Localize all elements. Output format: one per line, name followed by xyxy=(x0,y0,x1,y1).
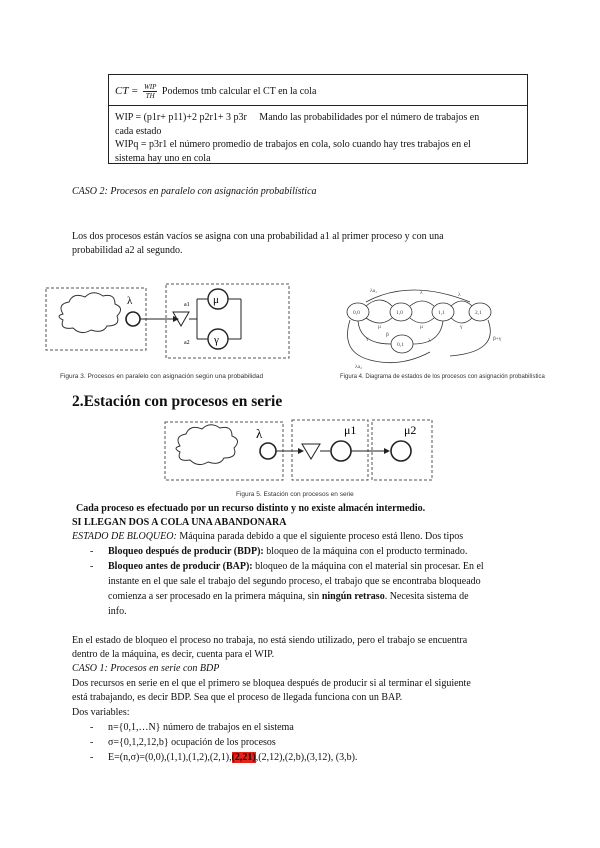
fig5-station2-box xyxy=(372,420,432,480)
variable-sigma: σ={0,1,2,12,b} ocupación de los procesos xyxy=(108,737,276,748)
figure-3-caption: Figura 3. Procesos en paralelo con asignación según una probabilidad xyxy=(60,373,264,380)
bloqueo-line xyxy=(72,530,463,544)
wip-over-th xyxy=(143,83,157,100)
frac-numerator: WIP xyxy=(143,83,157,91)
bloqueo-paragraph-1: En el estado de bloqueo el proceso no trabaja, no está siendo utilizado, pero el trabajo se encuentra xyxy=(72,635,468,646)
fig4-arc-9 xyxy=(348,320,431,363)
fig5-cloud-icon xyxy=(176,425,238,465)
variable-e-part-1: E=(n,σ)=(0,0),(1,1),(1,2),(2,1), xyxy=(108,752,232,763)
caso2-title: CASO 2: Procesos en paralelo con asignación probabilística xyxy=(72,186,317,197)
fig3-gamma: γ xyxy=(214,334,219,346)
fig3-cloud-icon xyxy=(59,293,121,333)
fig3-a2: a2 xyxy=(184,340,190,346)
caso1-title: CASO 1: Procesos en serie con BDP xyxy=(72,663,220,674)
ct-symbol: CT = xyxy=(115,84,139,97)
fig5-source-circle xyxy=(260,443,276,459)
wip-line: WIP = (p1r+ p11)+2 p2r1+ 3 p3r Mando las probabilidades por el número de trabajos en xyxy=(115,112,480,123)
bdp-item xyxy=(108,545,467,559)
figure-4-diagram xyxy=(330,282,570,370)
figure-5-diagram xyxy=(164,416,436,484)
ct-formula xyxy=(115,83,316,100)
fig5-queue-triangle xyxy=(302,444,320,459)
fig5-station1-box xyxy=(292,420,368,480)
variables-heading: Dos variables: xyxy=(72,707,130,718)
bap-line-2: instante en el que sale el trabajo del segundo proceso, el trabajo que se encontraba bloqueado xyxy=(108,576,481,587)
bap-line-3a: comienza a ser procesado en la primera máquina, sin xyxy=(108,591,322,602)
fig5-mu2: μ2 xyxy=(404,423,417,437)
fig4-arc-2 xyxy=(410,301,434,306)
fig4-label: λ xyxy=(458,292,461,298)
bap-line-4: info. xyxy=(108,606,127,617)
fig3-mu: μ xyxy=(213,294,219,306)
caso1-paragraph-1: Dos recursos en serie en el que el primero se bloquea después de producir si al terminar el siguiente xyxy=(72,678,471,689)
bullet-dash: - xyxy=(90,561,94,572)
bap-bold: Bloqueo antes de producir (BAP): xyxy=(108,561,253,572)
fig4-label: 0,1 xyxy=(397,342,404,348)
figure-4-caption: Figura 4. Diagrama de estados de los procesos con asignación probabilística xyxy=(340,374,545,380)
fig4-label: β xyxy=(386,332,389,338)
fig4-label: λ xyxy=(428,338,431,344)
fig4-label: γ xyxy=(366,336,369,342)
variable-e xyxy=(108,751,357,765)
bdp-text: bloqueo de la máquina con el producto terminado. xyxy=(263,546,468,557)
caso2-paragraph-1: Los dos procesos están vacíos se asigna con una probabilidad a1 al primer proceso y con una xyxy=(72,231,444,242)
fig4-arc-5 xyxy=(410,318,434,323)
fig5-mu2-server xyxy=(391,441,411,461)
bloqueo-label: ESTADO DE BLOQUEO: xyxy=(72,531,177,542)
fig5-lambda: λ xyxy=(256,426,263,441)
fig4-label: β+γ xyxy=(493,336,502,342)
fig5-source-box xyxy=(165,422,283,480)
frac-denominator: TH xyxy=(145,92,155,100)
bullet-dash: - xyxy=(90,546,94,557)
fig4-label: μ xyxy=(420,324,423,330)
bloqueo-paragraph-2: dentro de la máquina, es decir, cuenta para el WIP. xyxy=(72,649,275,660)
formula-box-row1 xyxy=(109,75,527,106)
variable-e-part-2: ,(2,12),(2,b),(3,12), (3,b). xyxy=(255,752,358,763)
bdp-bold: Bloqueo después de producir (BDP): xyxy=(108,546,264,557)
ct-text: Podemos tmb calcular el CT en la cola xyxy=(161,85,317,97)
fig5-mu1: μ1 xyxy=(344,423,357,437)
wipq-line-2: sistema hay uno en cola xyxy=(115,152,211,164)
fig4-label: 2,1 xyxy=(475,310,482,316)
fig4-label: γ xyxy=(460,324,463,330)
caso2-paragraph-2: probabilidad a2 al segundo. xyxy=(72,245,183,256)
fig4-label: 1,0 xyxy=(396,310,403,316)
fig4-label: λ xyxy=(420,290,423,296)
bullet-dash: - xyxy=(90,737,94,748)
fig3-lambda: λ xyxy=(127,295,133,307)
bullet-dash: - xyxy=(90,752,94,763)
formula-box-row2 xyxy=(115,111,523,165)
formula-box xyxy=(108,74,528,164)
figure-5-caption: Figura 5. Estación con procesos en serie xyxy=(236,491,354,498)
fig5-arrowhead-1 xyxy=(298,448,304,454)
bloqueo-text: Máquina parada debido a que el siguiente proceso está lleno. Dos tipos xyxy=(176,531,464,542)
fig4-label: μ xyxy=(378,324,381,330)
bap-line-3c: . Necesita sistema de xyxy=(384,591,469,602)
fig4-label: 1,1 xyxy=(438,310,445,316)
bap-line-3b: ningún retraso xyxy=(321,591,385,602)
figure-3-diagram xyxy=(45,282,310,364)
fig3-a1: a1 xyxy=(184,302,190,308)
bullet-dash: - xyxy=(90,722,94,733)
variable-e-highlight: (2,21) xyxy=(231,752,256,763)
fig4-arc-1 xyxy=(366,300,392,306)
fig4-arc-10 xyxy=(450,320,490,356)
bap-item xyxy=(108,560,484,574)
bap-line-3 xyxy=(108,590,469,604)
fig4-label: 0,0 xyxy=(353,310,360,316)
caso1-paragraph-2: está trabajando, es decir BDP. Sea que el proceso de llegada funciona con un BAP. xyxy=(72,692,403,703)
bap-text: bloqueo de la máquina con el material sin procesar. En el xyxy=(252,561,484,572)
variable-n: n={0,1,…N} número de trabajos en el sistema xyxy=(108,722,294,733)
fig4-arc-6 xyxy=(366,318,392,323)
bold-statement-2: SI LLEGAN DOS A COLA UNA ABANDONARA xyxy=(72,517,287,528)
fig4-arc-4 xyxy=(451,318,472,323)
fig3-source-circle xyxy=(126,312,140,326)
section-title: 2.Estación con procesos en serie xyxy=(72,393,283,410)
wipq-line: WIPq = p3r1 el número promedio de trabajos en cola, solo cuando hay tres trabajos en el xyxy=(115,139,471,150)
fig4-label: λa₂ xyxy=(355,364,363,370)
wip-line-2: cada estado xyxy=(115,125,162,137)
fig5-mu1-server xyxy=(331,441,351,461)
bold-statement-1: Cada proceso es efectuado por un recurso distinto y no existe almacén intermedio. xyxy=(76,503,426,514)
fig5-arrowhead-2 xyxy=(384,448,390,454)
fig4-label: λa₁ xyxy=(370,288,378,294)
